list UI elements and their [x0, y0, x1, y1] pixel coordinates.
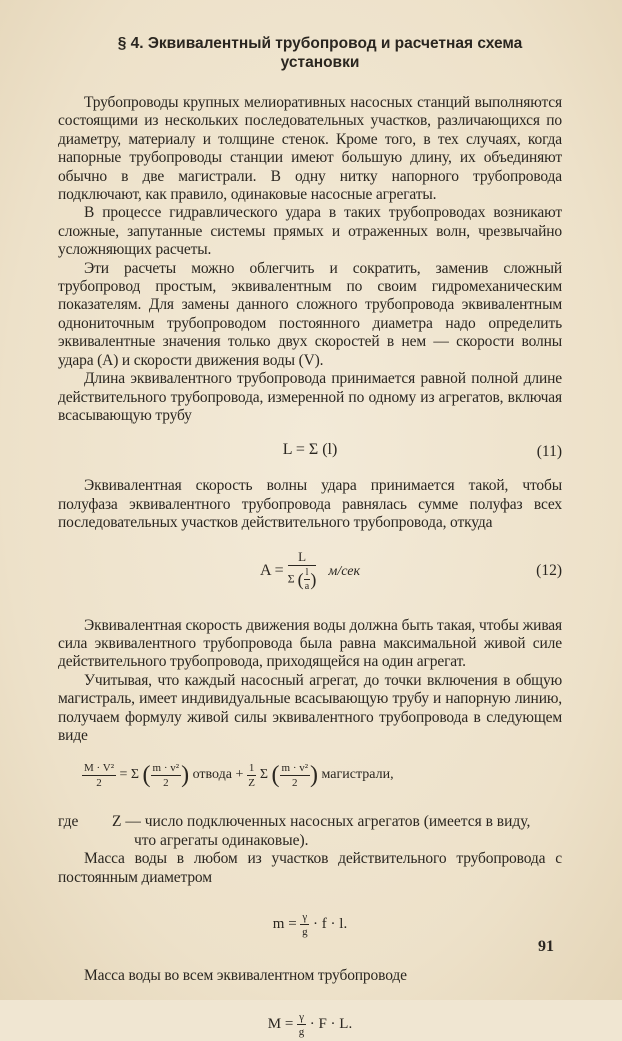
formula-12-inner-den: a: [304, 580, 310, 592]
formula-12-lhs: A =: [259, 561, 284, 579]
paragraph-6: Эквивалентная скорость движения воды должна быть такая, чтобы живая сила эквивалентного трубопровода была равна максимальной живой силе действительного трубопровода, приходящейся на один агрегат.: [58, 616, 562, 671]
paragraph-9: Масса воды во всем эквивалентном трубопроводе: [84, 967, 407, 984]
formula-13-z-fraction: [247, 762, 257, 789]
formula-13-sigma2: Σ: [259, 767, 269, 783]
formula-13-term1: [151, 762, 182, 789]
formula-M-fraction: [297, 1011, 306, 1038]
paragraph-5: Эквивалентная скорость волны удара принимается такой, чтобы полуфаза эквивалентного трубопровода равнялась сумме полуфаз всех последовательных участков действительного трубопровода, откуда: [58, 477, 562, 532]
where-label: где: [58, 813, 79, 831]
formula-M-num: γ: [299, 1011, 304, 1024]
paragraph-2: В процессе гидравлического удара в таких трубопроводах возникают сложные, запутанные системы прямых и отраженных волн, чрезвычайно усложняющих расчеты.: [58, 204, 562, 259]
where-definition-cont: [58, 832, 562, 850]
formula-m-rhs: · f · l.: [313, 916, 348, 932]
page-number: 91: [538, 938, 554, 955]
formula-13-rparen-1: ): [181, 762, 190, 789]
formula-13-lparen-2: (: [271, 762, 280, 789]
formula-13: [58, 755, 562, 795]
formula-m-lhs: m =: [272, 916, 297, 932]
formula-m-fraction: [300, 911, 309, 938]
where-line-2: что агрегаты одинаковые).: [134, 831, 309, 849]
formula-13-term2: [280, 762, 311, 789]
formula-11-body: L = Σ (l): [282, 441, 338, 459]
formula-12-fraction: [288, 550, 317, 592]
formula-12-denominator: [288, 566, 317, 592]
formula-12: [58, 545, 562, 597]
formula-12-numerator: L: [288, 550, 317, 566]
formula-13-lhs-den: 2: [96, 776, 102, 789]
formula-12-lparen: (: [297, 569, 304, 590]
formula-13-word1: отвода +: [192, 767, 244, 783]
formula-13-term1-den: 2: [163, 776, 169, 789]
formula-13-lhs: [82, 762, 116, 789]
section-heading: [58, 34, 562, 72]
formula-13-lparen-1: (: [142, 762, 151, 789]
formula-13-term2-num: m · v²: [281, 761, 309, 774]
formula-12-sigma: Σ: [287, 571, 295, 586]
formula-13-z-num: 1: [248, 761, 255, 774]
paragraph-7: Учитывая, что каждый насосный агрегат, до точки включения в общую магистраль, имеет индивидуальные всасывающую трубу и напорную линию, получаем формулу живой силы эквивалентного трубопровода в следующем виде: [58, 671, 562, 744]
formula-12-rparen: ): [310, 569, 317, 590]
section-heading-line2: установки: [280, 54, 360, 71]
formula-13-lhs-num: M · V²: [84, 761, 114, 774]
formula-M-lhs: M =: [267, 1016, 294, 1033]
paragraph-8: Масса воды в любом из участков действительного трубопровода с постоянным диаметром: [58, 850, 562, 886]
paragraph-4: Длина эквивалентного трубопровода принимается равной полной длине действительного трубопровода, измеренной по одному из агрегатов, включая всасывающую трубу: [58, 370, 562, 424]
formula-m-den: g: [302, 926, 308, 939]
formula-13-term2-den: 2: [292, 776, 298, 789]
formula-11: [58, 441, 562, 463]
formula-mass-equivalent: [58, 1007, 562, 1041]
formula-13-rparen-2: ): [310, 762, 319, 789]
formula-12-number: (12): [536, 561, 562, 579]
formula-M-rhs: · F · L.: [309, 1016, 353, 1033]
formula-mass-segment: [58, 907, 562, 941]
formula-13-word2: магистрали,: [321, 767, 394, 783]
paragraph-1: Трубопроводы крупных мелиоративных насосных станций выполняются состоящими из нескольких последовательных участков, различающихся по диаметру, материалу и толщине стенок. Кроме того, в тех случаях, когда напорные трубопроводы станции имеют большую длину, их объединяют обычно в две магистрали. В одну нитку напорного трубопровода подключают, как правило, одинаковые насосные агрегаты.: [58, 94, 562, 204]
formula-12-unit: м/сек: [328, 563, 361, 579]
formula-12-inner-num: l: [305, 566, 309, 578]
formula-13-z-den: Z: [248, 776, 255, 789]
formula-13-term1-num: m · v²: [152, 761, 180, 774]
where-line-1: Z — число подключенных насосных агрегатов (имеется в виду,: [112, 813, 531, 831]
paragraph-3: Эти расчеты можно облегчить и сократить, заменив сложный трубопровод простым, эквивалентным по своим гидромеханическим показателям. Для замены данного сложного трубопровода эквивалентным однониточным трубопроводом постоянного диаметра надо определить эквивалентные значения только двух скоростей в нем — скорости волны удара (A) и скорости движения воды (V).: [58, 259, 562, 369]
formula-11-number: (11): [536, 443, 562, 461]
formula-m-num: γ: [302, 911, 308, 924]
where-definition: [58, 813, 562, 831]
formula-13-eq: = Σ: [119, 767, 140, 783]
formula-M-den: g: [298, 1026, 305, 1039]
section-heading-line1: § 4. Эквивалентный трубопровод и расчетная схема: [117, 35, 523, 52]
